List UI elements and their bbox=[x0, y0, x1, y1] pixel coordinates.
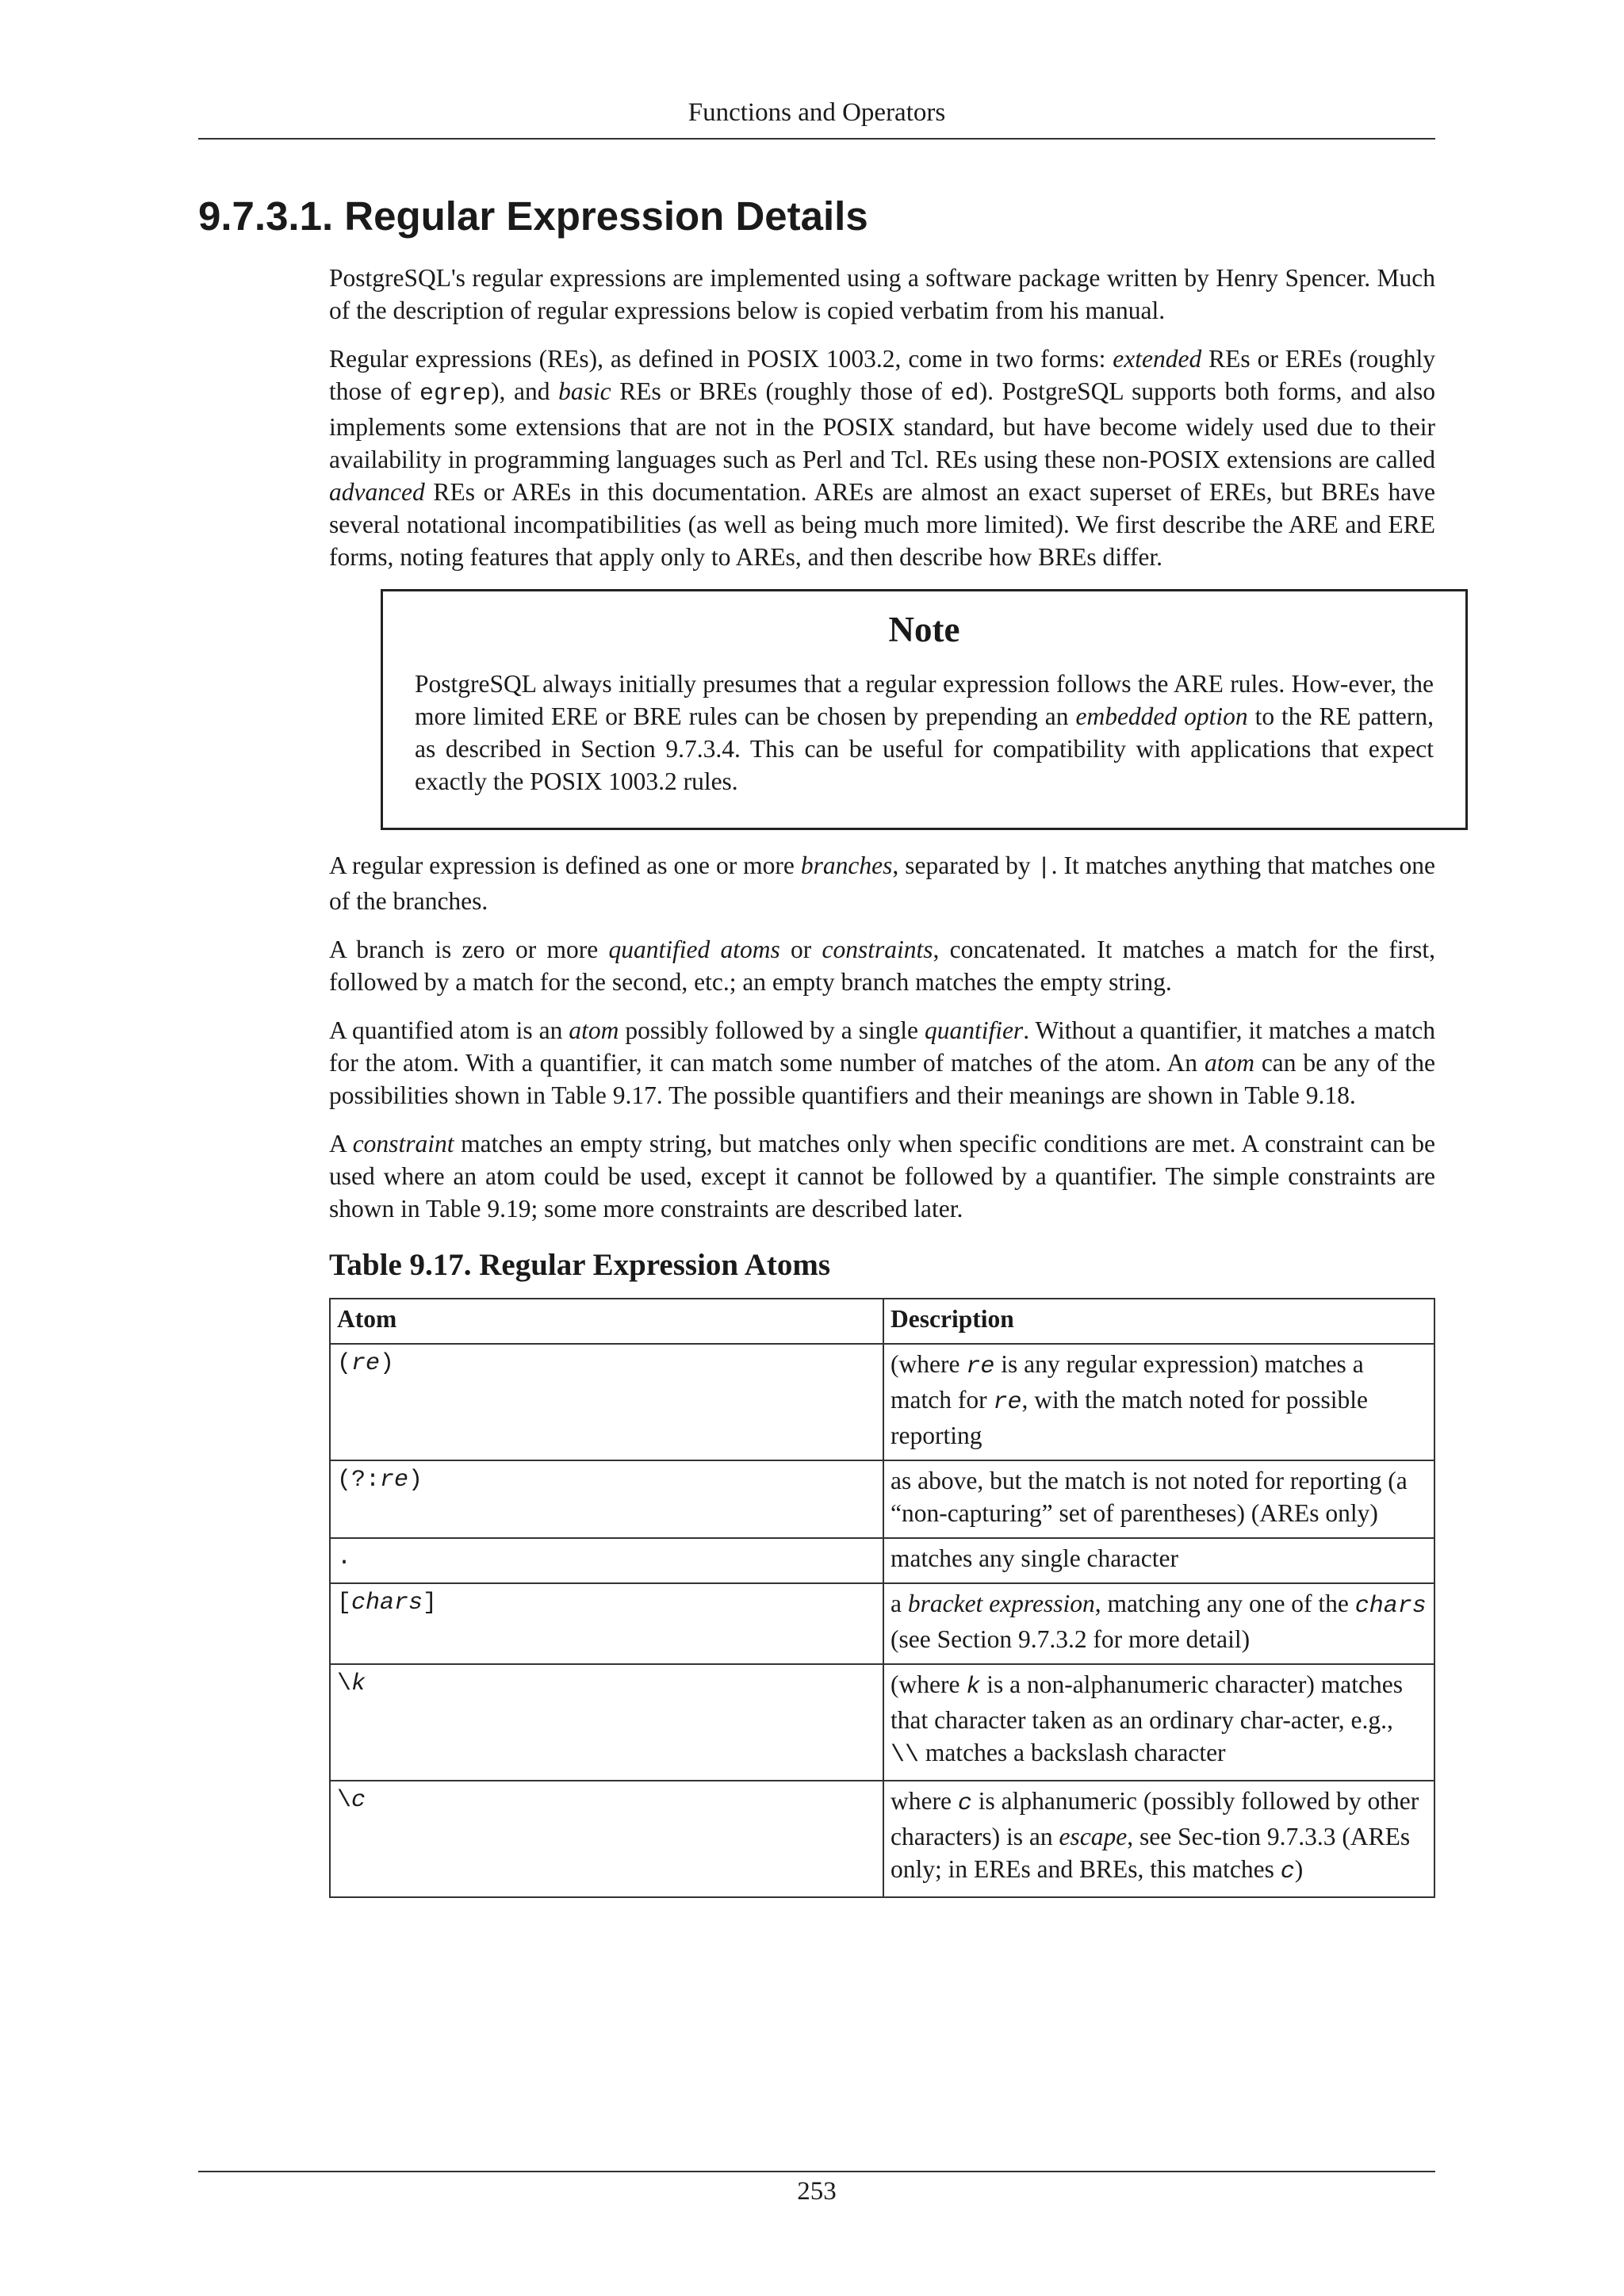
placeholder-re: re bbox=[351, 1350, 381, 1377]
text: ) bbox=[1294, 1855, 1304, 1883]
term-bracket-expression: bracket expression bbox=[907, 1590, 1095, 1617]
paragraph-intro: PostgreSQL's regular expressions are implemented using a software package written by Henry Spencer. Much of the description of regular expressions below is copied verbatim from his manual. bbox=[329, 264, 1435, 324]
atoms-table bbox=[329, 1298, 1435, 1898]
placeholder-re: re bbox=[966, 1353, 995, 1380]
body-content bbox=[329, 262, 1435, 1898]
table-title: Table 9.17. Regular Expression Atoms bbox=[329, 1248, 831, 1282]
table-row bbox=[330, 1781, 1434, 1897]
description-cell bbox=[883, 1583, 1434, 1664]
text: is a non-alphanumeric character) matches that character taken as an ordinary char-acter, e.g., bbox=[891, 1670, 1403, 1734]
text: , separated by bbox=[892, 851, 1037, 879]
table-row bbox=[330, 1460, 1434, 1538]
note-text bbox=[415, 668, 1434, 798]
paragraph-branch bbox=[329, 933, 1435, 998]
atom-cell bbox=[330, 1781, 883, 1897]
placeholder-c: c bbox=[1280, 1858, 1295, 1885]
code-egrep: egrep bbox=[419, 381, 492, 408]
table-header-row bbox=[330, 1299, 1434, 1344]
description-cell bbox=[883, 1344, 1434, 1460]
text: REs or EREs (roughly those of bbox=[329, 345, 1435, 405]
text: can be any of the possibilities shown in Table 9.17. The possible quantifiers and their meanings are shown in Table 9.18. bbox=[329, 1049, 1435, 1109]
running-header bbox=[198, 94, 1435, 140]
paragraph-quantified-atom bbox=[329, 1014, 1435, 1112]
term-quantified-atoms: quantified atoms bbox=[608, 936, 780, 963]
text: A bbox=[329, 1130, 353, 1158]
paragraph-constraint bbox=[329, 1127, 1435, 1225]
text: \ bbox=[337, 1787, 352, 1814]
text: is alphanumeric (possibly followed by other characters) is an bbox=[891, 1787, 1419, 1850]
description-cell bbox=[883, 1460, 1434, 1538]
text: REs or BREs (roughly those of bbox=[611, 377, 951, 405]
text: to the RE pattern, as described in Section 9.7.3.4. This can be useful for compatibility with applications that expect exactly the POSIX 1003.2 rules. bbox=[415, 702, 1434, 795]
text: REs or AREs in this documentation. AREs are almost an exact superset of EREs, but BREs have several notational incompatibilities (as well as being much more limited). We first describe the ARE and ERE forms, noting features that apply only to AREs, and then describe how BREs differ. bbox=[329, 478, 1435, 571]
running-title: Functions and Operators bbox=[688, 98, 946, 127]
text: A branch is zero or more bbox=[329, 936, 609, 963]
column-header-atom: Atom bbox=[330, 1299, 883, 1344]
text: PostgreSQL always initially presumes that a regular expression follows the ARE rules. How-ever, the more limited ERE or BRE rules can be chosen by prepending an bbox=[415, 670, 1434, 730]
atom-cell bbox=[330, 1344, 883, 1460]
text: . Without a quantifier, it matches a match for the atom. With a quantifier, it can match some number of matches of the atom. An bbox=[329, 1016, 1436, 1077]
text: (?: bbox=[337, 1467, 381, 1494]
text: ) bbox=[408, 1467, 423, 1494]
term-constraints: constraints bbox=[822, 936, 933, 963]
text: possibly followed by a single bbox=[619, 1016, 925, 1044]
term-atom: atom bbox=[1204, 1049, 1254, 1077]
text: (where bbox=[891, 1670, 967, 1698]
placeholder-chars: chars bbox=[351, 1590, 423, 1617]
text: , see Sec-tion 9.7.3.3 (AREs only; in EREs and BREs, this matches bbox=[891, 1823, 1411, 1883]
placeholder-chars: chars bbox=[1354, 1593, 1427, 1620]
page-number: 253 bbox=[797, 2177, 837, 2206]
text: (see Section 9.7.3.2 for more detail) bbox=[891, 1625, 1251, 1653]
text: a bbox=[891, 1590, 908, 1617]
description-cell bbox=[883, 1538, 1434, 1583]
table-row bbox=[330, 1583, 1434, 1664]
term-escape: escape bbox=[1059, 1823, 1128, 1850]
term-quantifier: quantifier bbox=[924, 1016, 1024, 1044]
term-constraint: constraint bbox=[352, 1130, 454, 1158]
term-branches: branches bbox=[800, 851, 893, 879]
text: ). PostgreSQL supports both forms, and also implements some extensions that are not in the POSIX standard, but have become widely used due to their availability in programming languages such as Perl and Tcl. REs using these non-POSIX extensions are called bbox=[329, 377, 1435, 473]
text: matches any single character bbox=[891, 1544, 1178, 1572]
placeholder-c: c bbox=[957, 1790, 972, 1817]
atom-cell bbox=[330, 1460, 883, 1538]
code-double-backslash: \\ bbox=[891, 1742, 920, 1769]
column-header-description: Description bbox=[883, 1299, 1434, 1344]
text: . bbox=[337, 1544, 352, 1571]
text: , with the match noted for possible reporting bbox=[891, 1386, 1369, 1449]
text: \ bbox=[337, 1670, 352, 1697]
paragraph-branches bbox=[329, 849, 1435, 917]
text: . It matches anything that matches one of the branches. bbox=[329, 851, 1435, 915]
text: A regular expression is defined as one or more bbox=[329, 851, 801, 879]
atom-cell bbox=[330, 1538, 883, 1583]
text: Regular expressions (REs), as defined in POSIX 1003.2, come in two forms: bbox=[329, 345, 1113, 373]
text: matches a backslash character bbox=[919, 1739, 1226, 1766]
table-row bbox=[330, 1538, 1434, 1583]
atom-cell bbox=[330, 1583, 883, 1664]
text: ), and bbox=[491, 377, 559, 405]
text: (where bbox=[891, 1350, 967, 1378]
description-cell bbox=[883, 1781, 1434, 1897]
atom-cell bbox=[330, 1664, 883, 1781]
placeholder-k: k bbox=[351, 1670, 366, 1697]
placeholder-re: re bbox=[993, 1389, 1022, 1416]
paragraph-forms bbox=[329, 342, 1435, 573]
text: A quantified atom is an bbox=[329, 1016, 569, 1044]
code-pipe: | bbox=[1036, 855, 1051, 882]
text: is any regular expression) matches a match for bbox=[891, 1350, 1364, 1414]
description-cell bbox=[883, 1664, 1434, 1781]
text: ) bbox=[380, 1350, 395, 1377]
text: [ bbox=[337, 1590, 352, 1617]
text: or bbox=[779, 936, 822, 963]
term-advanced: advanced bbox=[329, 478, 425, 506]
code-ed: ed bbox=[950, 381, 979, 408]
table-row bbox=[330, 1664, 1434, 1781]
term-basic: basic bbox=[558, 377, 611, 405]
text: matches an empty string, but matches only when specific conditions are met. A constraint can be used where an atom could be used, except it cannot be followed by a quantifier. The simple constraints are shown in Table 9.19; some more constraints are described later. bbox=[329, 1130, 1436, 1223]
text: ] bbox=[423, 1590, 438, 1617]
note-title: Note bbox=[888, 610, 960, 649]
note-box bbox=[381, 589, 1468, 830]
text: as above, but the match is not noted for reporting (a “non-capturing” set of parentheses) (AREs only) bbox=[891, 1467, 1408, 1527]
placeholder-c: c bbox=[351, 1787, 366, 1814]
page-footer bbox=[198, 2171, 1435, 2206]
term-atom: atom bbox=[569, 1016, 619, 1044]
text: where bbox=[891, 1787, 958, 1815]
placeholder-k: k bbox=[966, 1674, 981, 1701]
text: ( bbox=[337, 1350, 352, 1377]
table-row bbox=[330, 1344, 1434, 1460]
section-title: 9.7.3.1. Regular Expression Details bbox=[198, 193, 868, 239]
term-embedded-option: embedded option bbox=[1075, 702, 1248, 730]
term-extended: extended bbox=[1113, 345, 1202, 373]
text: , matching any one of the bbox=[1094, 1590, 1355, 1617]
text: , concatenated. It matches a match for the first, followed by a match for the second, etc.; an empty branch matches the empty string. bbox=[329, 936, 1435, 996]
placeholder-re: re bbox=[380, 1467, 409, 1494]
